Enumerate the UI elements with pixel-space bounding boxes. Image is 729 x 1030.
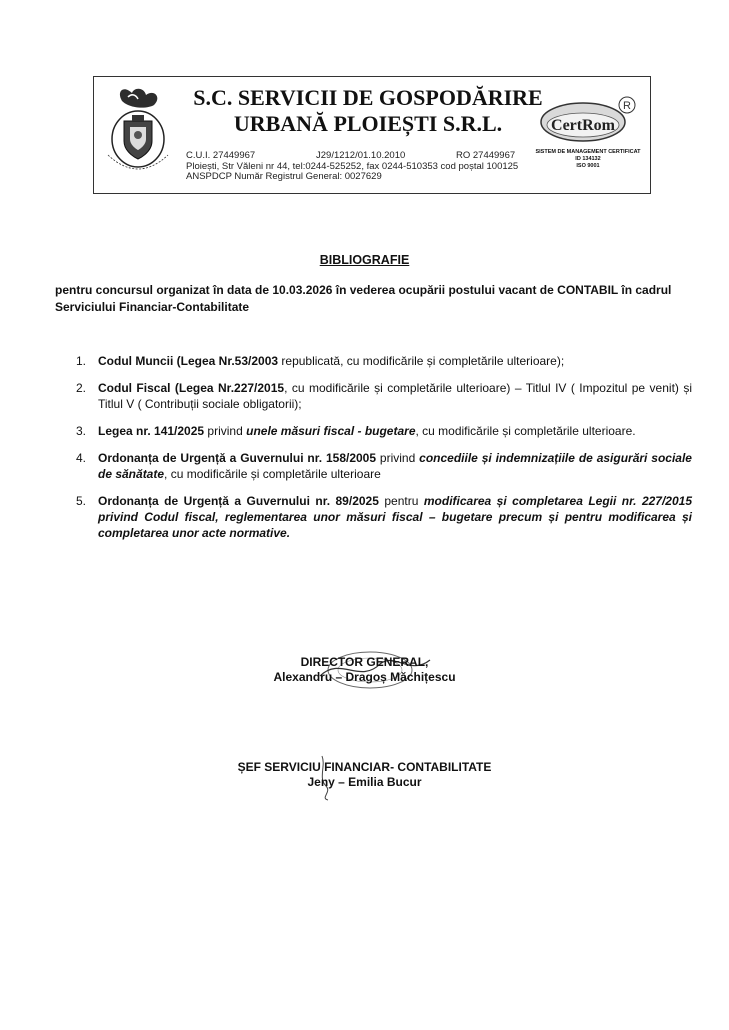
company-name — [168, 85, 568, 137]
certrom-brand: CertRom — [551, 117, 615, 134]
ro-code: RO 27449967 — [456, 150, 516, 161]
registered-mark: R — [623, 100, 631, 112]
certrom-logo — [539, 95, 639, 143]
chief-name: Jeny – Emilia Bucur — [307, 775, 422, 789]
item-text: privind — [376, 451, 420, 465]
item-text: republicată, cu modificările și completările ulterioare); — [278, 354, 565, 368]
company-logo — [102, 83, 174, 181]
document-intro: pentru concursul organizat în data de 10.03.2026 în vederea ocupării postului vacant de CONTABIL în cadrul Serviciului Financiar-Contabilitate — [55, 283, 672, 314]
item-law: Codul Fiscal (Legea Nr.227/2015 — [98, 381, 285, 395]
director-title: DIRECTOR GENERAL, — [300, 655, 429, 669]
director-signature — [0, 655, 729, 685]
item-text: , cu modificările și completările ulterioare) – Titlul IV ( Impozitul pe venit) și Titlul V ( Contribuții sociale obligatorii); — [98, 381, 693, 411]
item-text-end: , cu modificările și completările ulterioare. — [415, 424, 636, 438]
anspdcp: ANSPDCP Număr Registrul General: 0027629 — [186, 171, 382, 182]
item-number: 1. — [76, 354, 87, 368]
address: Ploiești, Str Văleni nr 44, tel:0244-525252, fax 0244-510353 cod poștal 100125 — [186, 160, 519, 172]
list-item — [72, 493, 692, 541]
item-law: Ordonanța de Urgență a Guvernului nr. 89/2025 — [98, 494, 379, 508]
list-item — [72, 353, 692, 369]
item-subject: modificarea și completarea Legii nr. 227/2015 privind Codul fiscal, reglementarea unor măsuri fiscal – bugetare precum și pentru modificarea și completarea unor acte normative. — [98, 494, 692, 540]
cert-line-3: ISO 9001 — [576, 163, 600, 169]
item-law: Ordonanța de Urgență a Guvernului nr. 158/2005 — [98, 451, 377, 465]
list-item — [72, 380, 692, 412]
reg-com: J29/1212/01.10.2010 — [316, 150, 406, 161]
item-text-end: , cu modificările și completările ulterioare — [164, 467, 381, 481]
letterhead — [93, 76, 651, 194]
item-text: pentru — [378, 494, 424, 508]
item-text: privind — [204, 424, 247, 438]
director-name: Alexandru – Dragoș Măchițescu — [273, 670, 456, 684]
item-law: Legea nr. 141/2025 — [98, 424, 205, 438]
item-number: 4. — [76, 451, 87, 465]
company-name-line2: URBANĂ PLOIEȘTI S.R.L. — [233, 111, 503, 136]
certification-info — [527, 149, 649, 170]
cert-line-2: ID 134132 — [575, 156, 601, 162]
item-number: 3. — [76, 424, 87, 438]
company-name-line1: S.C. SERVICII DE GOSPODĂRIRE — [193, 85, 543, 110]
list-item — [72, 423, 692, 439]
list-item — [72, 450, 692, 482]
item-subject: unele măsuri fiscal - bugetare — [246, 424, 416, 438]
item-law: Codul Muncii (Legea Nr.53/2003 — [98, 354, 279, 368]
bibliography-list — [72, 353, 692, 552]
chief-title: ȘEF SERVICIU FINANCIAR- CONTABILITATE — [237, 760, 492, 774]
item-number: 5. — [76, 494, 87, 508]
cui: C.U.I. 27449967 — [186, 150, 256, 161]
cert-line-1: SISTEM DE MANAGEMENT CERTIFICAT — [535, 149, 641, 155]
registration-info — [186, 151, 518, 183]
item-subject: concediile și indemnizațiile de asigurări sociale de sănătate — [98, 451, 692, 481]
chief-signature — [0, 760, 729, 790]
document-title: BIBLIOGRAFIE — [319, 253, 410, 267]
item-number: 2. — [76, 381, 87, 395]
